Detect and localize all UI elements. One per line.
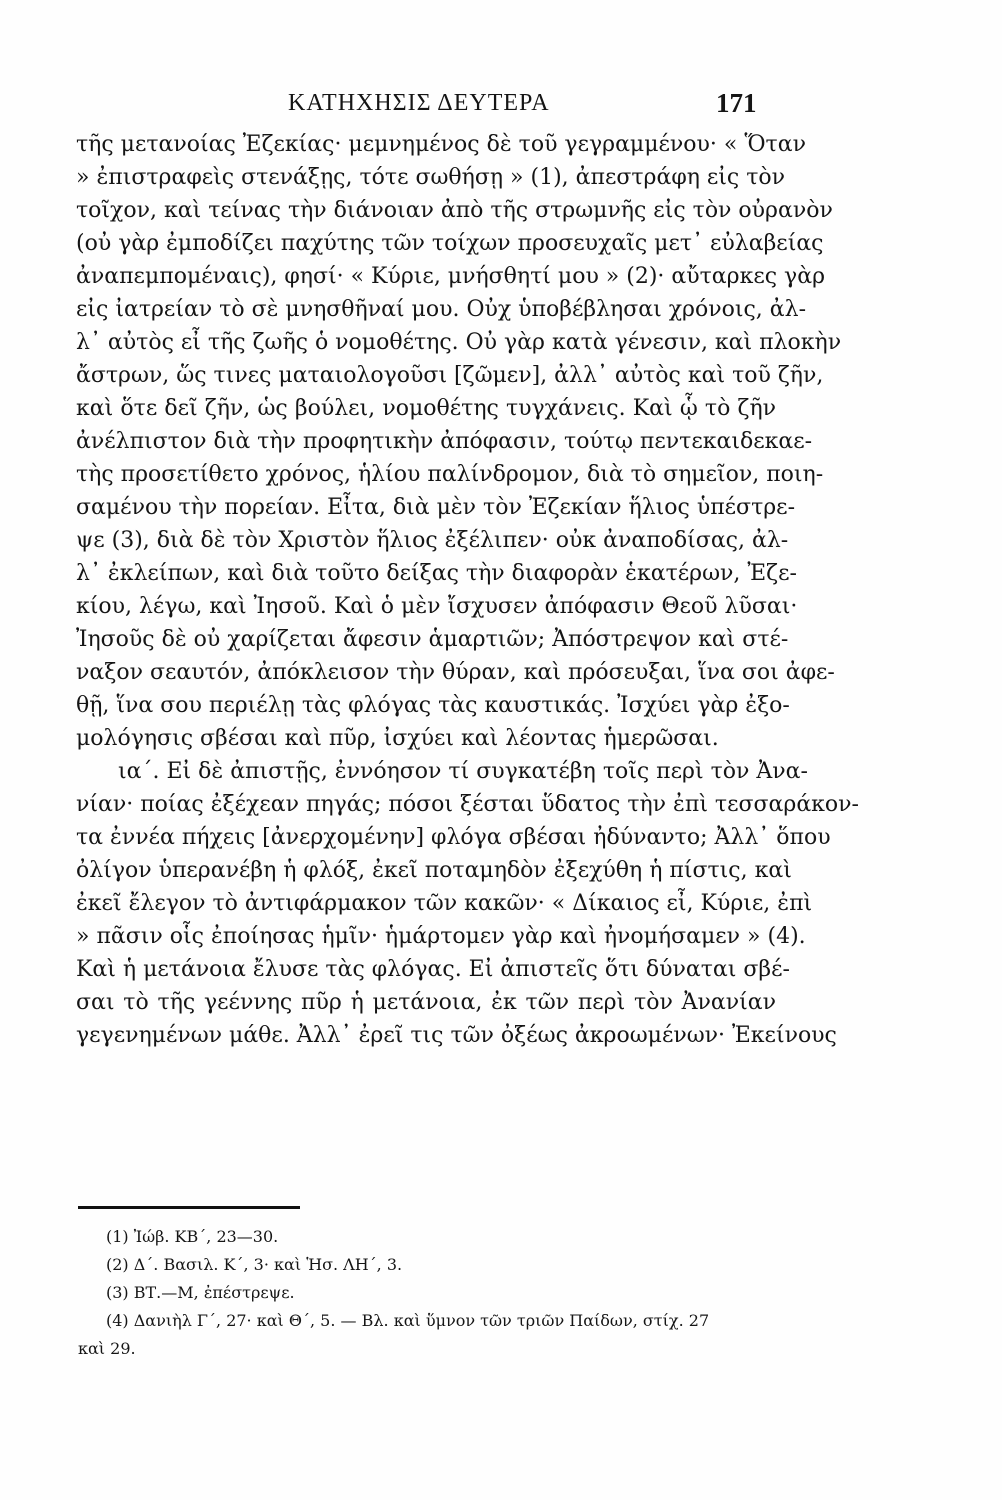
text-line: τα ἐννέα πήχεις [ἀνερχομένην] φλόγα σβέσαι ἠδύναντο; Ἀλλ᾽ ὅπου (76, 825, 831, 850)
text-line: Καὶ ἡ μετάνοια ἔλυσε τὰς φλόγας. Εἰ ἀπιστεῖς ὅτι δύναται σβέ- (76, 957, 790, 982)
text-line: σαι τὸ τῆς γεέννης πῦρ ἡ μετάνοια, ἐκ τῶν περὶ τὸν Ἀνανίαν (76, 990, 776, 1015)
footnote: (3) ΒΤ.—Μ, ἐπέστρεψε. (106, 1283, 295, 1302)
text-line: σαμένου τὴν πορείαν. Εἶτα, διὰ μὲν τὸν Ἐζεκίαν ἥλιος ὑπέστρε- (76, 495, 796, 520)
text-line: λ᾽ ἐκλείπων, καὶ διὰ τοῦτο δείξας τὴν διαφορὰν ἑκατέρων, Ἐζε- (76, 561, 797, 586)
footnote-continuation: καὶ 29. (78, 1339, 136, 1358)
text-line: ἐκεῖ ἔλεγον τὸ ἀντιφάρμακον τῶν κακῶν· « Δίκαιος εἶ, Κύριε, ἐπὶ (76, 891, 813, 916)
page-number: 171 (716, 88, 757, 118)
text-line: Ἰησοῦς δὲ οὐ χαρίζεται ἄφεσιν ἁμαρτιῶν; Ἀπόστρεψον καὶ στέ- (76, 627, 789, 652)
text-line: ἀνέλπιστον διὰ τὴν προφητικὴν ἀπόφασιν, τούτῳ πεντεκαιδεκαε- (76, 429, 813, 454)
footnote: (1) Ἰώβ. ΚΒ΄, 23—30. (106, 1227, 279, 1246)
text-line: νίαν· ποίας ἐξέχεαν πηγάς; πόσοι ξέσται ὕδατος τὴν ἐπὶ τεσσαράκον- (76, 792, 859, 817)
text-line: ψε (3), διὰ δὲ τὸν Χριστὸν ἥλιος ἐξέλιπεν· οὐκ ἀναποδίσας, ἀλ- (76, 528, 789, 553)
text-line: τοῖχον, καὶ τείνας τὴν διάνοιαν ἀπὸ τῆς στρωμνῆς εἰς τὸν οὐρανὸν (76, 198, 833, 223)
text-line: ἀναπεμπομέναις), φησί· « Κύριε, μνήσθητί μου » (2)· αὔταρκες γὰρ (76, 264, 825, 289)
text-line: θῇ, ἵνα σου περιέλῃ τὰς φλόγας τὰς καυστικάς. Ἰσχύει γὰρ ἐξο- (76, 693, 790, 718)
text-line: » ἐπιστραφεὶς στενάξῃς, τότε σωθήσῃ » (1), ἀπεστράφη εἰς τὸν (76, 165, 786, 190)
text-line: ἄστρων, ὥς τινες ματαιολογοῦσι [ζῶμεν], ἀλλ᾽ αὐτὸς καὶ τοῦ ζῆν, (76, 363, 824, 388)
text-line: γεγενημένων μάθε. Ἀλλ᾽ ἐρεῖ τις τῶν ὀξέως ἀκροωμένων· Ἐκείνους (76, 1023, 837, 1048)
text-line: ναξον σεαυτόν, ἀπόκλεισον τὴν θύραν, καὶ πρόσευξαι, ἵνα σοι ἀφε- (76, 660, 835, 685)
section-start-line: ια΄. Εἰ δὲ ἀπιστῇς, ἐννόησον τί συγκατέβη τοῖς περὶ τὸν Ἀνα- (118, 759, 808, 784)
text-line: τῆς μετανοίας Ἐζεκίας· μεμνημένος δὲ τοῦ γεγραμμένου· « Ὅταν (76, 132, 806, 157)
running-title: ΚΑΤΗΧΗΣΙΣ ΔΕΥΤΕΡΑ (288, 90, 550, 116)
text-line: μολόγησις σβέσαι καὶ πῦρ, ἰσχύει καὶ λέοντας ἡμερῶσαι. (76, 726, 719, 751)
footnote: (4) Δανιὴλ Γ΄, 27· καὶ Θ΄, 5. — Βλ. καὶ ὕμνον τῶν τριῶν Παίδων, στίχ. 27 (106, 1311, 710, 1330)
text-line: τὴς προσετίθετο χρόνος, ἡλίου παλίνδρομον, διὰ τὸ σημεῖον, ποιη- (76, 462, 824, 487)
footnote-separator (78, 1206, 300, 1209)
text-line: (οὐ γὰρ ἐμποδίζει παχύτης τῶν τοίχων προσευχαῖς μετ᾽ εὐλαβείας (76, 231, 824, 256)
text-line: » πᾶσιν οἷς ἐποίησας ἡμῖν· ἡμάρτομεν γὰρ καὶ ἠνομήσαμεν » (4). (76, 924, 806, 949)
text-line: καὶ ὅτε δεῖ ζῆν, ὡς βούλει, νομοθέτης τυγχάνεις. Καὶ ᾧ τὸ ζῆν (76, 396, 776, 421)
footnote: (2) Δ΄. Βασιλ. Κ΄, 3· καὶ Ἡσ. ΛΗ΄, 3. (106, 1255, 403, 1274)
text-line: κίου, λέγω, καὶ Ἰησοῦ. Καὶ ὁ μὲν ἴσχυσεν ἀπόφασιν Θεοῦ λῦσαι· (76, 594, 798, 619)
text-line: ὀλίγον ὑπερανέβη ἡ φλόξ, ἐκεῖ ποταμηδὸν ἐξεχύθη ἡ πίστις, καὶ (76, 858, 792, 883)
text-line: εἰς ἰατρείαν τὸ σὲ μνησθῆναί μου. Οὐχ ὑποβέβλησαι χρόνοις, ἀλ- (76, 297, 807, 322)
text-line: λ᾽ αὐτὸς εἶ τῆς ζωῆς ὁ νομοθέτης. Οὐ γὰρ κατὰ γένεσιν, καὶ πλοκὴν (76, 330, 842, 355)
